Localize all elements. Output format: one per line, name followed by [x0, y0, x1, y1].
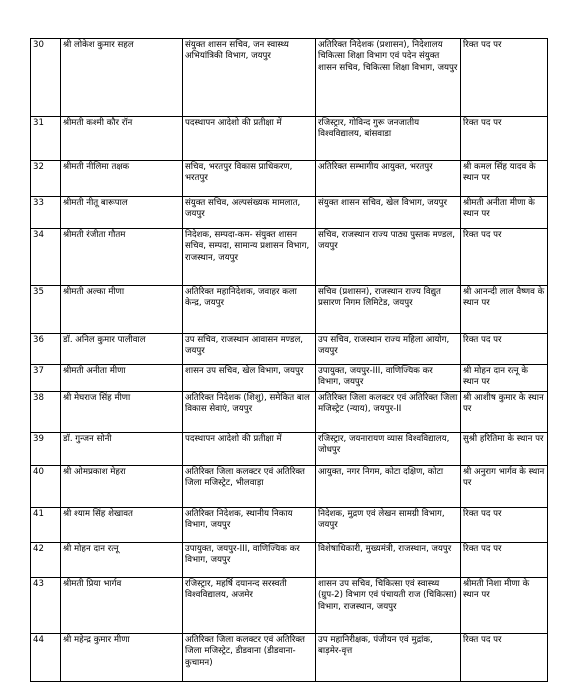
current-post-cell: पदस्थापन आदेशो की प्रतीक्षा में [183, 117, 316, 161]
officer-name-cell: श्री श्याम सिंह शेखावत [61, 508, 183, 543]
serial-number-cell: 30 [31, 39, 61, 117]
table-row [31, 39, 548, 117]
serial-number-cell: 40 [31, 466, 61, 508]
current-post-cell: संयुक्त सचिव, अल्पसंख्यक मामलात, जयपुर [183, 197, 316, 229]
transfer-order-table [30, 38, 548, 682]
new-post-cell: उप महानिरीक्षक, पंजीयन एवं मुद्रांक, बाड़मेर-वृत्त [316, 634, 461, 682]
new-post-cell: उप सचिव, राजस्थान राज्य महिला आयोग, जयपुर [316, 334, 461, 365]
current-post-cell: उप सचिव, राजस्थान आवासन मण्डल, जयपुर [183, 334, 316, 365]
current-post-cell: संयुक्त शासन सचिव, जन स्वास्थ्य अभियांत्रिकी विभाग, जयपुर [183, 39, 316, 117]
serial-number-cell: 35 [31, 286, 61, 334]
new-post-cell: विशेषाधिकारी, मुख्यमंत्री, राजस्थान, जयपुर [316, 543, 461, 578]
serial-number-cell: 38 [31, 392, 61, 433]
remark-cell: श्री कमल सिंह यादव के स्थान पर [461, 161, 548, 197]
new-post-cell: शासन उप सचिव, चिकित्सा एवं स्वास्थ्य (ग्रुप-2) विभाग एवं पंचायती राज (चिकित्सा) विभाग, राजस्थान, जयपुर [316, 578, 461, 634]
new-post-cell: अतिरिक्त सम्भागीय आयुक्त, भरतपुर [316, 161, 461, 197]
remark-cell: श्रीमती निशा मीणा के स्थान पर [461, 578, 548, 634]
officer-name-cell: श्रीमती अल्का मीणा [61, 286, 183, 334]
remark-cell: रिक्त पद पर [461, 543, 548, 578]
officer-name-cell: श्री लोकेश कुमार सहल [61, 39, 183, 117]
officer-name-cell: डॉ. अनिल कुमार पालीवाल [61, 334, 183, 365]
current-post-cell: रजिस्ट्रार, महर्षि दयानन्द सरस्वती विश्वविद्यालय, अजमेर [183, 578, 316, 634]
serial-number-cell: 39 [31, 433, 61, 466]
officer-name-cell: श्री मोहन दान रत्नू [61, 543, 183, 578]
table-row [31, 161, 548, 197]
table-row [31, 508, 548, 543]
new-post-cell: सचिव, राजस्थान राज्य पाठ्य पुस्तक मण्डल, जयपुर [316, 229, 461, 286]
serial-number-cell: 42 [31, 543, 61, 578]
officer-name-cell: श्रीमती रंजीता गौतम [61, 229, 183, 286]
remark-cell: सुश्री हरितिमा के स्थान पर [461, 433, 548, 466]
officer-name-cell: श्रीमती कश्मी कौर रॉन [61, 117, 183, 161]
new-post-cell: अतिरिक्त जिला कलक्टर एवं अतिरिक्त जिला मजिस्ट्रेट (न्याय), जयपुर-II [316, 392, 461, 433]
remark-cell: रिक्त पद पर [461, 334, 548, 365]
table-row [31, 634, 548, 682]
remark-cell: श्रीमती अनीता मीणा के स्थान पर [461, 197, 548, 229]
new-post-cell: निदेशक, मुद्रण एवं लेखन सामग्री विभाग, जयपुर [316, 508, 461, 543]
remark-cell: श्री मोहन दान रत्नू के स्थान पर [461, 365, 548, 392]
new-post-cell: रजिस्ट्रार, गोविन्द गुरू जनजातीय विश्वविद्यालय, बांसवाडा [316, 117, 461, 161]
serial-number-cell: 34 [31, 229, 61, 286]
serial-number-cell: 31 [31, 117, 61, 161]
table-row [31, 578, 548, 634]
new-post-cell: संयुक्त शासन सचिव, खेल विभाग, जयपुर [316, 197, 461, 229]
officer-name-cell: श्रीमती नीलिमा तक्षक [61, 161, 183, 197]
table-row [31, 433, 548, 466]
serial-number-cell: 36 [31, 334, 61, 365]
new-post-cell: सचिव (प्रशासन), राजस्थान राज्य विद्युत प्रसारण निगम लिमिटेड, जयपुर [316, 286, 461, 334]
officer-name-cell: श्री मेघराज सिंह मीणा [61, 392, 183, 433]
current-post-cell: सचिव, भरतपुर विकास प्राधिकरण, भरतपुर [183, 161, 316, 197]
officer-name-cell: श्री महेन्द्र कुमार मीणा [61, 634, 183, 682]
current-post-cell: पदस्थापन आदेशो की प्रतीक्षा में [183, 433, 316, 466]
remark-cell: रिक्त पद पर [461, 508, 548, 543]
current-post-cell: अतिरिक्त जिला कलक्टर एवं अतिरिक्त जिला मजिस्ट्रेट, भीलवाड़ा [183, 466, 316, 508]
table-row [31, 365, 548, 392]
current-post-cell: अतिरिक्त निदेशक (शिशु), समेकित बाल विकास सेवाएं, जयपुर [183, 392, 316, 433]
new-post-cell: उपायुक्त, जयपुर-III, वाणिज्यिक कर विभाग, जयपुर [316, 365, 461, 392]
current-post-cell: उपायुक्त, जयपुर-III, वाणिज्यिक कर विभाग, जयपुर [183, 543, 316, 578]
serial-number-cell: 41 [31, 508, 61, 543]
serial-number-cell: 43 [31, 578, 61, 634]
officer-name-cell: श्रीमती अनीता मीणा [61, 365, 183, 392]
table-row [31, 286, 548, 334]
serial-number-cell: 33 [31, 197, 61, 229]
remark-cell: रिक्त पद पर [461, 117, 548, 161]
new-post-cell: आयुक्त, नगर निगम, कोटा दक्षिण, कोटा [316, 466, 461, 508]
table-row [31, 197, 548, 229]
table-body [31, 39, 548, 682]
remark-cell: श्री आशीष कुमार के स्थान पर [461, 392, 548, 433]
officer-name-cell: डॉ. गुन्जन सोनी [61, 433, 183, 466]
new-post-cell: अतिरिक्त निदेशक (प्रशासन), निदेशालय चिकित्सा शिक्षा विभाग एवं पदेन संयुक्त शासन सचिव, चिकित्सा शिक्षा विभाग, जयपुर [316, 39, 461, 117]
serial-number-cell: 32 [31, 161, 61, 197]
current-post-cell: अतिरिक्त महानिदेशक, जवाहर कला केन्द्र, जयपुर [183, 286, 316, 334]
remark-cell: श्री आनन्दी लाल वैष्णव के स्थान पर [461, 286, 548, 334]
remark-cell: श्री अनुराग भार्गव के स्थान पर [461, 466, 548, 508]
remark-cell: रिक्त पद पर [461, 634, 548, 682]
officer-name-cell: श्री ओमप्रकाश मेहरा [61, 466, 183, 508]
table-row [31, 229, 548, 286]
officer-name-cell: श्रीमती नीतू बारूपाल [61, 197, 183, 229]
current-post-cell: निदेशक, सम्पदा-कम- संयुक्त शासन सचिव, सम्पदा, सामान्य प्रशासन विभाग, राजस्थान, जयपुर [183, 229, 316, 286]
table-row [31, 392, 548, 433]
serial-number-cell: 44 [31, 634, 61, 682]
table-row [31, 334, 548, 365]
table-row [31, 543, 548, 578]
serial-number-cell: 37 [31, 365, 61, 392]
current-post-cell: अतिरिक्त जिला कलक्टर एवं अतिरिक्त जिला मजिस्ट्रेट, डीडवाना (डीडवाना-कुचामन) [183, 634, 316, 682]
current-post-cell: अतिरिक्त निदेशक, स्थानीय निकाय विभाग, जयपुर [183, 508, 316, 543]
remark-cell: रिक्त पद पर [461, 229, 548, 286]
table-row [31, 466, 548, 508]
current-post-cell: शासन उप सचिव, खेल विभाग, जयपुर [183, 365, 316, 392]
officer-name-cell: श्रीमती प्रिया भार्गव [61, 578, 183, 634]
remark-cell: रिक्त पद पर [461, 39, 548, 117]
table-row [31, 117, 548, 161]
new-post-cell: रजिस्ट्रार, जयनारायण व्यास विश्वविद्यालय, जोधपुर [316, 433, 461, 466]
